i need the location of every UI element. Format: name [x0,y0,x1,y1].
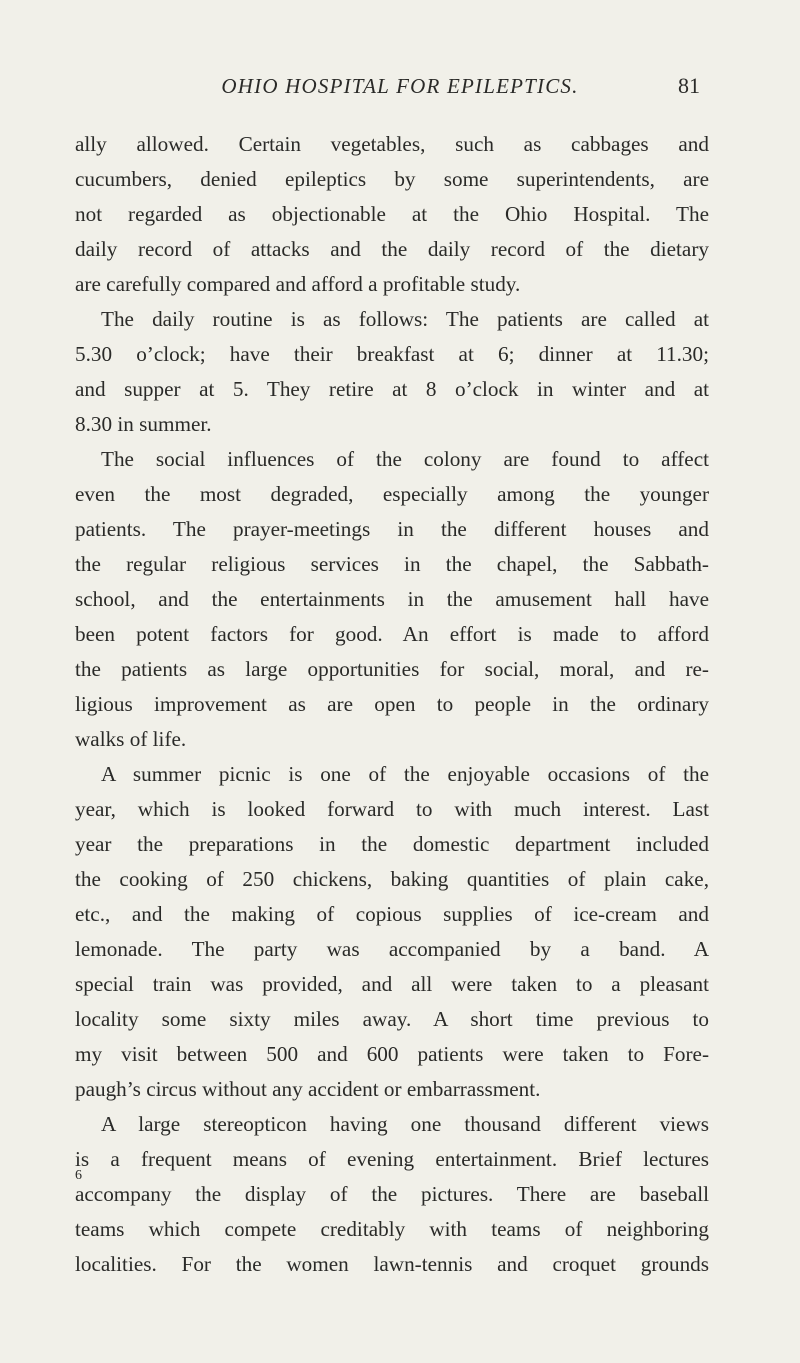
text-line: A summer picnic is one of the enjoyable occasions of the [101,762,709,786]
text-line: and supper at 5. They retire at 8 o’clock in winter and at [75,377,709,401]
text-line: been potent factors for good. An effort is made to afford [75,622,709,646]
text-line: walks of life. [75,727,187,751]
text-line: year the preparations in the domestic department included [75,832,709,856]
text-line: school, and the entertainments in the amusement hall have [75,587,709,611]
text-line: special train was provided, and all were taken to a pleasant [75,972,709,996]
text-line: patients. The prayer-meetings in the different houses and [75,517,709,541]
text-line: not regarded as objectionable at the Ohio Hospital. The [75,202,709,226]
signature-mark: 6 [75,1168,82,1183]
text-line: lemonade. The party was accompanied by a band. A [75,937,709,961]
text-line: ally allowed. Certain vegetables, such as cabbages and [75,132,709,156]
text-line: locality some sixty miles away. A short time previous to [75,1007,709,1031]
text-line: ligious improvement as are open to people in the ordinary [75,692,709,716]
text-line: teams which compete creditably with teams of neighboring [75,1217,709,1241]
text-line: the cooking of 250 chickens, baking quantities of plain cake, [75,867,709,891]
text-line: year, which is looked forward to with much interest. Last [75,797,709,821]
text-line: are carefully compared and afford a profitable study. [75,272,521,296]
text-line: 5.30 o’clock; have their breakfast at 6; dinner at 11.30; [75,342,709,366]
text-line: my visit between 500 and 600 patients were taken to Fore- [75,1042,709,1066]
text-line: 8.30 in summer. [75,412,212,436]
text-line: is a frequent means of evening entertainment. Brief lectures [75,1147,709,1171]
text-line: the regular religious services in the chapel, the Sabbath- [75,552,709,576]
text-line: even the most degraded, especially among the younger [75,482,709,506]
text-line: cucumbers, denied epileptics by some superintendents, are [75,167,709,191]
text-line: etc., and the making of copious supplies of ice-cream and [75,902,709,926]
text-line: The social influences of the colony are found to affect [101,447,709,471]
text-line: the patients as large opportunities for social, moral, and re- [75,657,709,681]
text-line: accompany the display of the pictures. There are baseball [75,1182,709,1206]
running-head [0,70,800,104]
text-line: localities. For the women lawn-tennis and croquet grounds [75,1252,709,1276]
text-line: The daily routine is as follows: The patients are called at [101,307,709,331]
text-line: daily record of attacks and the daily record of the dietary [75,237,709,261]
page-number: 81 [678,73,700,98]
body-text [75,127,709,1282]
running-title: OHIO HOSPITAL FOR EPILEPTICS. [221,74,579,98]
text-line: paugh’s circus without any accident or embarrassment. [75,1077,541,1101]
text-line: A large stereopticon having one thousand different views [101,1112,709,1136]
